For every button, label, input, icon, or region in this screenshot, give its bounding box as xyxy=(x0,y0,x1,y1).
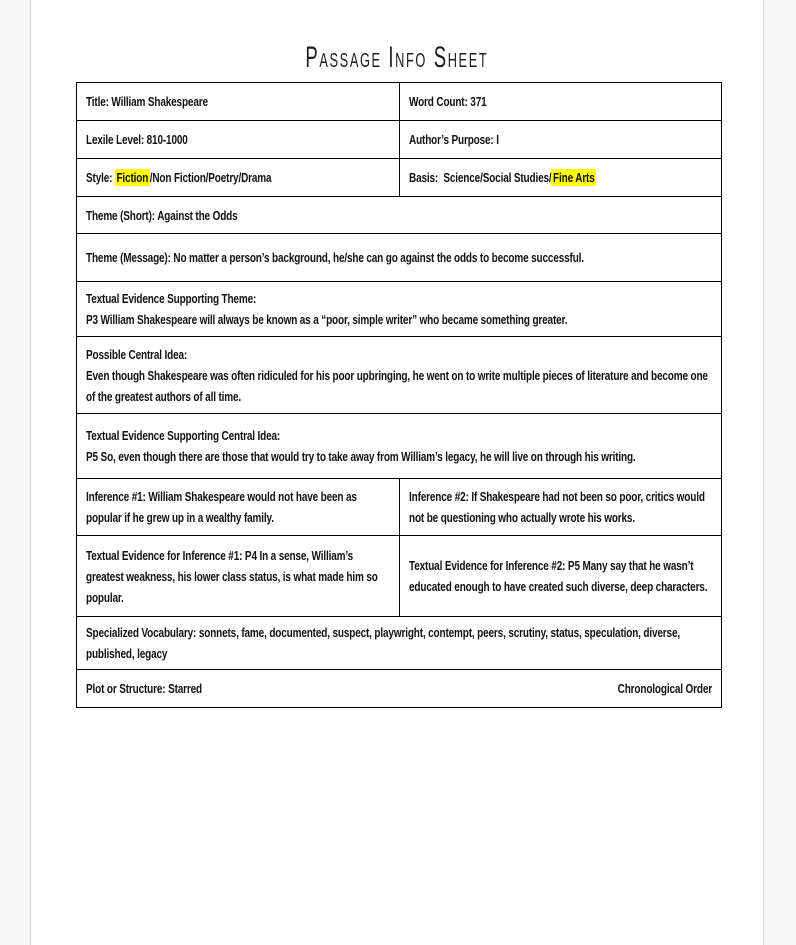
row-evidence-central-idea xyxy=(77,414,722,479)
page-title: Passage Info Sheet xyxy=(305,41,489,75)
lexile-text: Lexile Level: 810-1000 xyxy=(86,132,188,147)
style-suffix: /Non Fiction/Poetry/Drama xyxy=(149,170,272,185)
plot-structure-right-text: Chronological Order xyxy=(617,681,712,696)
word-count-text: Word Count: 371 xyxy=(408,94,487,109)
specialized-vocabulary-cell xyxy=(77,617,722,670)
plot-structure-cell xyxy=(77,670,722,708)
row-inferences xyxy=(77,479,722,536)
basis-prefix: Basis: Science/Social Studies/ xyxy=(408,170,552,185)
row-lexile-purpose xyxy=(77,121,722,159)
evidence-central-idea-text: P5 So, even though there are those that would try to take away from William’s legacy, he will live on through his writing. xyxy=(86,449,636,464)
central-idea-cell xyxy=(77,337,722,414)
title-area xyxy=(31,42,763,74)
word-count-cell xyxy=(399,83,722,121)
basis-cell xyxy=(399,159,722,197)
evidence-inference-1-cell xyxy=(77,536,400,617)
row-theme-short xyxy=(77,197,722,234)
evidence-inference-2-text: Textual Evidence for Inference #2: P5 Many say that he wasn’t educated enough to have created such diverse, deep characters. xyxy=(408,558,707,594)
theme-short-cell xyxy=(77,197,722,234)
evidence-theme-text: P3 William Shakespeare will always be known as a “poor, simple writer” who became something greater. xyxy=(86,312,568,327)
inference-1-text: Inference #1: William Shakespeare would not have been as popular if he grew up in a wealthy family. xyxy=(86,489,357,525)
row-style-basis xyxy=(77,159,722,197)
passage-info-table xyxy=(76,82,722,708)
central-idea-text: Even though Shakespeare was often ridiculed for his poor upbringing, he went on to write multiple pieces of literature and become one of the greatest authors of all time. xyxy=(86,367,708,404)
specialized-vocabulary-text: Specialized Vocabulary: sonnets, fame, documented, suspect, playwright, contempt, peers, scrutiny, status, speculation, diverse, published, legacy xyxy=(86,625,680,661)
authors-purpose-cell xyxy=(399,121,722,159)
basis-highlighted-choice: Fine Arts xyxy=(552,170,595,185)
evidence-theme-label: Textual Evidence Supporting Theme: xyxy=(86,291,257,306)
inference-2-text: Inference #2: If Shakespeare had not been so poor, critics would not be questioning who actually wrote his works. xyxy=(408,489,705,525)
style-prefix: Style: xyxy=(86,170,115,185)
evidence-central-idea-cell xyxy=(77,414,722,479)
theme-message-text: Theme (Message): No matter a person’s background, he/she can go against the odds to become successful. xyxy=(86,250,584,265)
row-plot-structure xyxy=(77,670,722,708)
style-cell xyxy=(77,159,400,197)
style-highlighted-choice: Fiction xyxy=(116,170,149,185)
row-title-wordcount xyxy=(77,83,722,121)
theme-short-text: Theme (Short): Against the Odds xyxy=(86,207,238,223)
row-evidence-inferences xyxy=(77,536,722,617)
row-evidence-theme xyxy=(77,282,722,337)
central-idea-label: Possible Central Idea: xyxy=(86,346,188,362)
inference-1-cell xyxy=(77,479,400,536)
evidence-central-idea-label: Textual Evidence Supporting Central Idea: xyxy=(86,428,281,443)
title-text: Title: William Shakespeare xyxy=(86,94,208,109)
row-theme-message xyxy=(77,234,722,282)
evidence-theme-cell xyxy=(77,282,722,337)
theme-message-cell xyxy=(77,234,722,282)
title-cell xyxy=(77,83,400,121)
evidence-inference-1-text: Textual Evidence for Inference #1: P4 In a sense, William’s greatest weakness, his lower class status, is what made him so popular. xyxy=(86,547,378,605)
row-specialized-vocabulary xyxy=(77,617,722,670)
lexile-cell xyxy=(77,121,400,159)
authors-purpose-text: Author’s Purpose: I xyxy=(408,132,499,147)
plot-structure-left-text: Plot or Structure: Starred xyxy=(86,681,203,696)
document-page xyxy=(30,0,764,945)
evidence-inference-2-cell xyxy=(399,536,722,617)
inference-2-cell xyxy=(399,479,722,536)
row-central-idea xyxy=(77,337,722,414)
